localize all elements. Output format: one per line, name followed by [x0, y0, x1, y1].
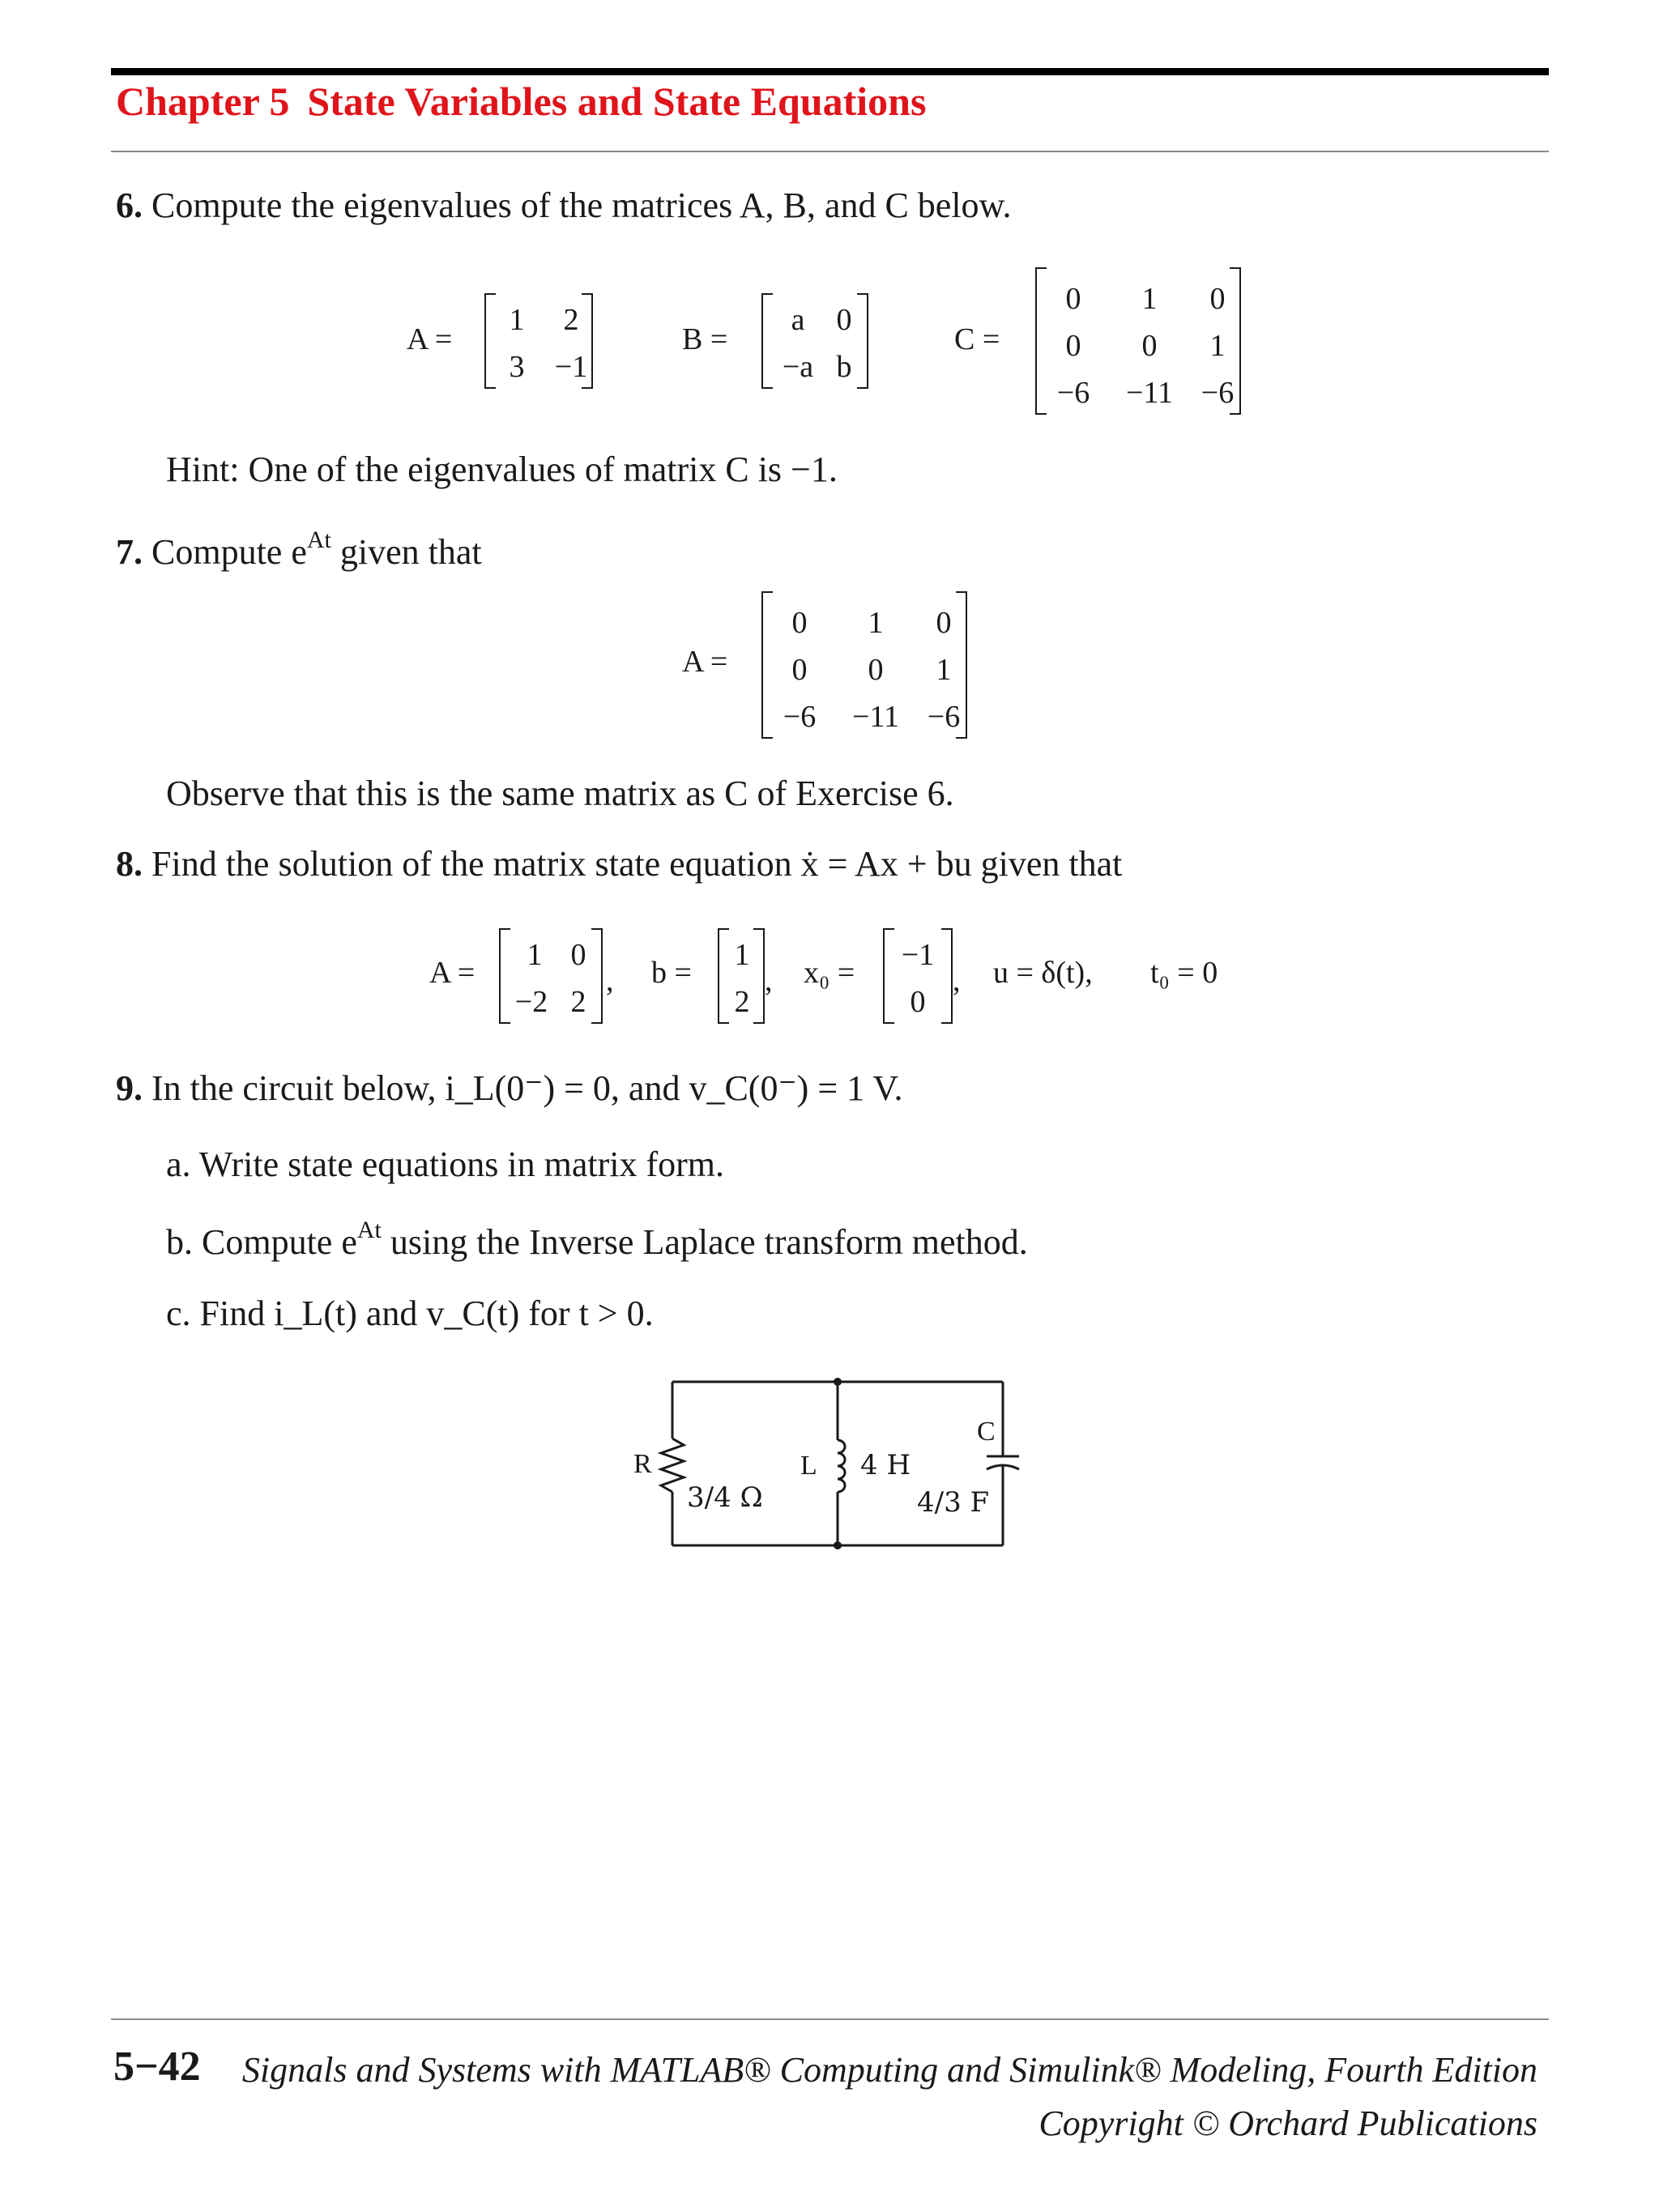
ex7-A-cell: 0	[868, 653, 884, 687]
ex9-part-c: c. Find i_L(t) and v_C(t) for t > 0.	[166, 1294, 654, 1333]
resistor-value: 3/4 Ω	[687, 1481, 763, 1514]
ex8-A-cell: −2	[514, 985, 548, 1019]
ex9-text: In the circuit below, i_L(0⁻) = 0, and v_C(0⁻) = 1 V.	[151, 1068, 903, 1108]
ex6-C-cell: 0	[1065, 329, 1081, 363]
ex6-hint: Hint: One of the eigenvalues of matrix C is −1.	[166, 450, 838, 489]
inductor-value: 4 H	[860, 1449, 911, 1481]
ex7-text-after: given that	[339, 532, 482, 572]
ex8-number: 8.	[116, 844, 143, 884]
ex6-A-left-bracket	[484, 293, 496, 389]
ex7-A-cell: −11	[851, 700, 900, 734]
inductor-label: L	[800, 1451, 817, 1481]
ex6-C-cell: 0	[1065, 282, 1081, 316]
resistor-icon	[661, 1438, 684, 1492]
ex8-b-cell: 2	[734, 985, 750, 1019]
chapter-heading	[116, 78, 944, 125]
ex8-A-cell: 0	[570, 938, 586, 972]
chapter-label: Chapter 5	[116, 79, 290, 124]
ex8-x0-cell: −1	[901, 938, 935, 972]
ex6-C-cell: −6	[1056, 376, 1090, 410]
ex8-A-cell: 1	[527, 938, 543, 972]
ex7-text-before: Compute e	[151, 532, 307, 572]
header-rule-thin	[111, 151, 1549, 152]
header-rule-thick	[111, 68, 1549, 75]
ex7-sup: At	[306, 526, 331, 553]
ex8-A-right-bracket	[591, 928, 603, 1024]
ex6-C-cell: −11	[1125, 376, 1174, 410]
footer-book-title: Signals and Systems with MATLAB® Computing and Simulink® Modeling, Fourth Edition	[241, 2050, 1537, 2090]
ex9-part-b-sup: At	[356, 1217, 382, 1243]
ex7-statement	[116, 526, 482, 572]
ex6-statement	[116, 185, 1012, 225]
ex7-A-cell: 0	[791, 653, 808, 687]
ex6-B-cell: −a	[782, 350, 814, 384]
ex7-observe: Observe that this is the same matrix as C of Exercise 6.	[166, 774, 954, 813]
ex8-u-text: u = δ(t),	[993, 956, 1093, 990]
ex6-A-label: A =	[407, 322, 453, 356]
ex7-A-cell: 0	[791, 606, 808, 640]
ex9-part-a: a. Write state equations in matrix form.	[166, 1144, 725, 1184]
ex7-number: 7.	[116, 532, 143, 572]
footer-rule	[111, 2018, 1549, 2020]
ex8-b-label: b =	[651, 956, 692, 990]
ex7-A-cell: −6	[927, 700, 961, 734]
ex8-statement	[116, 846, 1122, 882]
ex9-part-b-after: using the Inverse Laplace transform method.	[390, 1222, 1028, 1262]
ex6-C-cell: 0	[1209, 282, 1226, 316]
ex6-B-label: B =	[682, 322, 728, 356]
ex8-x0-label: x₀ =	[804, 956, 855, 990]
chapter-title: State Variables and State Equations	[307, 79, 927, 124]
page-number: 5−42	[113, 2044, 201, 2090]
ex6-C-cell: 1	[1141, 282, 1158, 316]
ex6-B-right-bracket	[857, 293, 868, 389]
ex6-text: Compute the eigenvalues of the matrices A, B, and C below.	[151, 185, 1012, 225]
ex8-comma: ,	[765, 964, 773, 998]
ex6-number: 6.	[116, 185, 143, 225]
ex7-A-cell: 1	[868, 606, 884, 640]
ex8-x0-cell: 0	[910, 985, 926, 1019]
ex7-A-cell: 1	[936, 653, 952, 687]
ex9-part-b	[166, 1217, 1028, 1262]
ex7-A-cell: −6	[783, 700, 817, 734]
circuit-node-bottom	[834, 1541, 842, 1549]
ex8-b-right-bracket	[753, 928, 765, 1024]
ex6-C-cell: 0	[1141, 329, 1158, 363]
ex8-b-cell: 1	[734, 938, 750, 972]
ex6-C-cell: 1	[1209, 329, 1226, 363]
ex8-text: Find the solution of the matrix state equation ẋ = Ax + bu given that	[151, 844, 1123, 884]
ex6-B-cell: b	[836, 350, 852, 384]
ex6-B-cell: 0	[836, 303, 852, 337]
ex7-A-right-bracket	[956, 591, 967, 739]
ex6-C-right-bracket	[1230, 267, 1241, 415]
inductor-icon	[838, 1440, 845, 1492]
capacitor-label: C	[977, 1417, 996, 1447]
ex6-A-right-bracket	[582, 293, 593, 389]
ex9-part-b-before: b. Compute e	[166, 1222, 357, 1262]
capacitor-value: 4/3 F	[917, 1486, 990, 1519]
ex9-number: 9.	[116, 1068, 143, 1108]
ex8-x0-right-bracket	[941, 928, 953, 1024]
ex8-A-cell: 2	[570, 985, 586, 1019]
ex8-comma: ,	[606, 964, 614, 998]
ex6-A-cell: 1	[509, 303, 525, 337]
circuit-diagram	[616, 1369, 1037, 1563]
ex6-C-label: C =	[954, 322, 1000, 356]
ex8-t0-text: t₀ = 0	[1150, 956, 1218, 990]
ex7-A-cell: 0	[936, 606, 952, 640]
ex9-statement	[116, 1068, 903, 1108]
ex8-A-label: A =	[429, 956, 476, 990]
ex6-A-cell: 2	[563, 303, 579, 337]
ex8-comma: ,	[953, 964, 961, 998]
ex6-B-cell: a	[791, 303, 805, 337]
footer-copyright: Copyright © Orchard Publications	[1038, 2103, 1537, 2143]
ex7-A-label: A =	[682, 645, 728, 679]
ex6-A-cell: −1	[554, 350, 588, 384]
resistor-label: R	[633, 1449, 652, 1479]
circuit-node-top	[834, 1378, 842, 1386]
ex6-A-cell: 3	[509, 350, 525, 384]
ex6-C-cell: −6	[1201, 376, 1235, 410]
